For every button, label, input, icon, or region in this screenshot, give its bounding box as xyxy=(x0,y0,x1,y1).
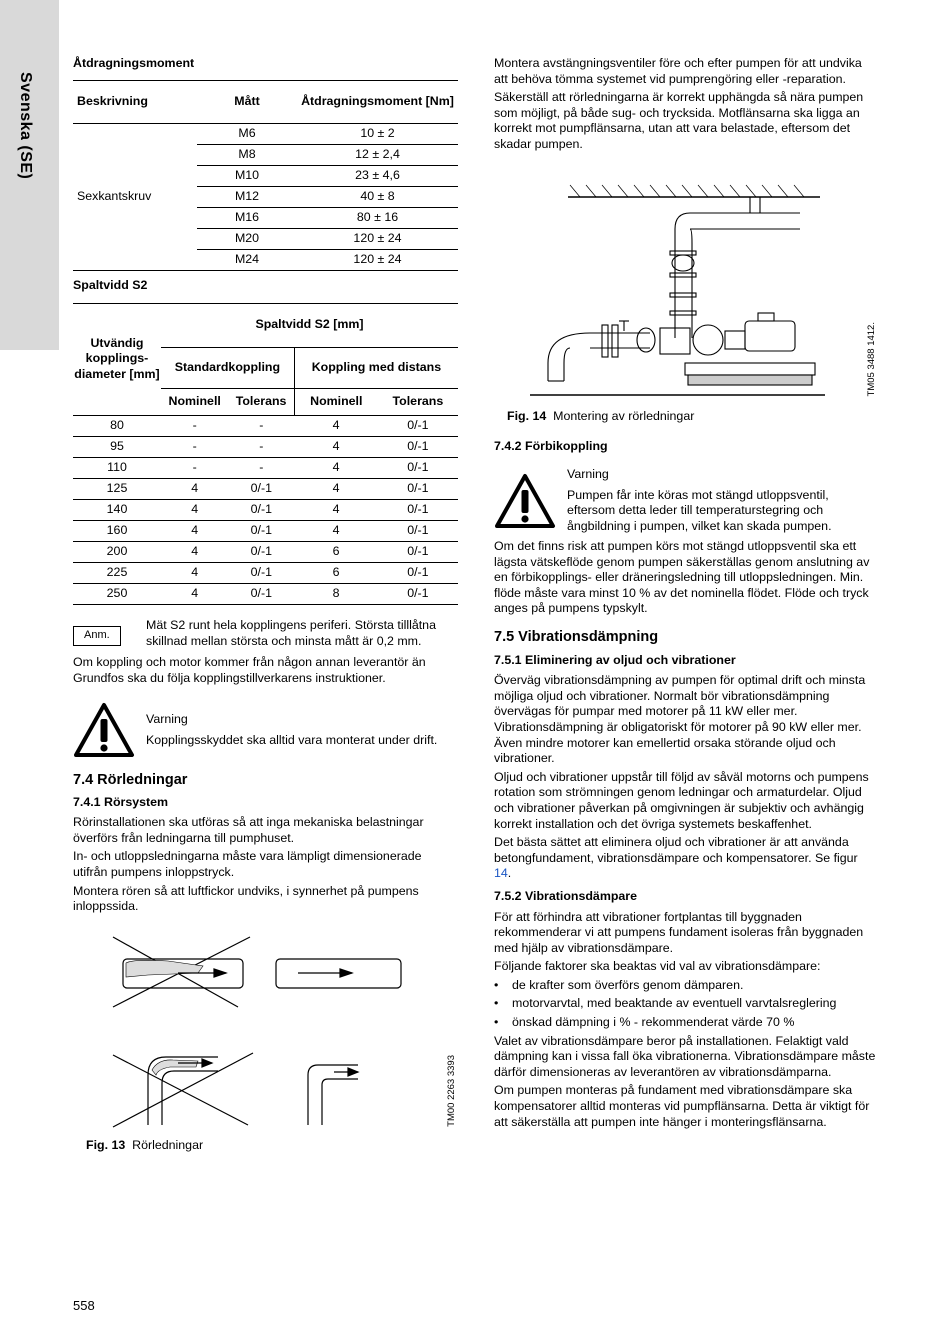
list-item: • motorvarvtal, med beaktande av eventuell varvtalsreglering xyxy=(494,996,878,1012)
warning-1 xyxy=(146,712,466,751)
gap-cell: 0/-1 xyxy=(228,499,294,520)
gap-header-tolerance-1: Tolerans xyxy=(228,388,294,415)
gap-cell: 0/-1 xyxy=(378,415,458,436)
para-7-5-1-b: Oljud och vibrationer uppstår till följd av såväl motorns och pumpens rotation som strömningen genom ledningar och armaturdelar. Oljud och vibrationer påverkan på omgivningen är subjektiv och avhängig korrekt installation och det övriga systemets beskaffenhet. xyxy=(494,769,869,831)
torque-header-size: Mått xyxy=(197,80,297,123)
gap-cell: - xyxy=(161,457,228,478)
note-label: Anm. xyxy=(73,626,121,646)
torque-section xyxy=(73,56,458,271)
section-7-4 xyxy=(73,773,458,918)
gap-cell: 0/-1 xyxy=(378,457,458,478)
gap-cell: 4 xyxy=(294,499,377,520)
warning-2-title: Varning xyxy=(567,467,609,481)
gap-cell: 4 xyxy=(294,457,377,478)
para-7-4-1-c: Montera rören så att luftfickor undviks, i synnerhet på pumpens inloppssida. xyxy=(73,883,419,914)
fig13-label: Fig. 13 xyxy=(86,1138,126,1152)
figure-14-link[interactable]: 14 xyxy=(494,866,508,881)
gap-cell: 0/-1 xyxy=(378,541,458,562)
gap-heading: Spaltvidd S2 xyxy=(73,278,148,292)
gap-cell: 200 xyxy=(73,541,161,562)
warning-2 xyxy=(567,467,879,537)
section-7-4-2-body xyxy=(494,539,878,620)
right-intro xyxy=(494,56,878,156)
section-7-4-2-heading: 7.4.2 Förbikoppling xyxy=(494,439,608,453)
gap-cell: 4 xyxy=(161,499,228,520)
para-7-5-2-a: För att förhindra att vibrationer fortplantas till byggnaden rekommenderar vi att pumpens fundament isoleras från byggnaden med hjälp av vibrationsdämpare. xyxy=(494,909,864,955)
gap-cell: 4 xyxy=(294,415,377,436)
para-7-4-2: Om det finns risk att pumpen körs mot stängd utloppsventil ska ett lägsta vätskeflöde genom pumpen säkerställas genom anslutning av en förbikopplings- eller dräneringsledning till utloppsledningen. Min. flöde måste vara minst 10 % av det nominella flödet. Flöde och tryck anges på pumpens typskylt. xyxy=(494,539,870,616)
gap-header-diameter: Utvändig kopplings-diameter [mm] xyxy=(73,303,161,415)
para-7-5-2-b: Följande faktorer ska beaktas vid val av vibrationsdämpare: xyxy=(494,959,821,974)
warning-icon xyxy=(73,702,135,758)
section-7-5-1-heading: 7.5.1 Eliminering av oljud och vibrationer xyxy=(494,652,736,667)
para-7-5-1-c-end: . xyxy=(507,866,512,881)
torque-size: M6 xyxy=(197,123,297,144)
gap-header-spacer: Koppling med distans xyxy=(294,347,458,388)
gap-cell: - xyxy=(228,457,294,478)
torque-value: 120 ± 24 xyxy=(297,249,458,270)
supplier-paragraph: Om koppling och motor kommer från någon annan leverantör än Grundfos ska du följa kopplingstillverkarens instruktioner. xyxy=(73,655,426,685)
fig13-pipes-illustration xyxy=(108,935,408,1135)
gap-cell: 80 xyxy=(73,415,161,436)
warning-icon xyxy=(494,473,556,529)
torque-size: M10 xyxy=(197,165,297,186)
gap-cell: 6 xyxy=(294,541,377,562)
table-row xyxy=(73,436,458,457)
gap-cell: - xyxy=(161,415,228,436)
para-7-5-1-c-text: Det bästa sättet att eliminera oljud och vibrationer är att använda betongfundament, vibrationsdämpare och kompensatorer. Se figur xyxy=(494,835,858,865)
gap-cell: 4 xyxy=(294,520,377,541)
table-row xyxy=(73,415,458,436)
gap-cell: 0/-1 xyxy=(228,520,294,541)
torque-header-torque: Åtdragningsmoment [Nm] xyxy=(297,80,458,123)
gap-cell: 4 xyxy=(294,436,377,457)
gap-cell: 0/-1 xyxy=(378,583,458,604)
table-row xyxy=(73,478,458,499)
right-para-2: Säkerställ att rörledningarna är korrekt upphängda så nära pumpen som möjligt, på både sug- och trycksida. Motflänsarna ska ligga an korrekt mot pumpflänsarna, utan att vara belastade, eftersom det skadar pumpen. xyxy=(494,90,864,151)
torque-size: M12 xyxy=(197,186,297,207)
fig14-code: TM05 3488 1412. xyxy=(866,322,877,397)
gap-cell: - xyxy=(161,436,228,457)
gap-cell: 0/-1 xyxy=(228,583,294,604)
torque-table xyxy=(73,80,458,271)
torque-value: 12 ± 2,4 xyxy=(297,144,458,165)
gap-cell: 125 xyxy=(73,478,161,499)
torque-value: 120 ± 24 xyxy=(297,228,458,249)
note-block xyxy=(73,618,458,689)
section-7-4-1-heading: 7.4.1 Rörsystem xyxy=(73,794,169,809)
torque-size: M24 xyxy=(197,249,297,270)
gap-section xyxy=(73,278,458,605)
language-side-tab xyxy=(0,0,59,350)
table-row xyxy=(73,520,458,541)
torque-size: M16 xyxy=(197,207,297,228)
gap-cell: 4 xyxy=(161,478,228,499)
factor-list xyxy=(494,978,878,1031)
torque-group-label: Sexkantskruv xyxy=(73,123,197,270)
gap-header-group: Spaltvidd S2 [mm] xyxy=(161,303,458,347)
table-row xyxy=(73,123,458,144)
table-row xyxy=(73,583,458,604)
torque-value: 10 ± 2 xyxy=(297,123,458,144)
para-7-5-2-d: Om pumpen monteras på fundament med vibrationsdämpare ska kompensatorer alltid monteras vid pumpflänsarna. Detta är viktigt för att säkerställa att pumpen inte hänger i monteringsflänsarna. xyxy=(494,1083,870,1129)
fig13-code: TM00 2263 3393 xyxy=(446,1055,457,1127)
para-7-4-1-a: Rörinstallationen ska utföras så att inga mekaniska belastningar överförs från ledningarna till pumphuset. xyxy=(73,815,424,845)
gap-cell: 110 xyxy=(73,457,161,478)
warning-2-text: Pumpen får inte köras mot stängd utloppsventil, eftersom detta leder till temperaturstegring och ångbildning i pumpen, vilket kan skada pumpen. xyxy=(567,487,832,533)
fig13-caption: Rörledningar xyxy=(132,1138,204,1152)
list-item: • de krafter som överförs genom dämparen. xyxy=(494,978,878,994)
gap-cell: 0/-1 xyxy=(378,499,458,520)
para-7-4-1-b: In- och utloppsledningarna måste vara lämpligt dimensionerade utifrån pumpens inloppstryck. xyxy=(73,849,422,879)
warning-1-title: Varning xyxy=(146,712,188,726)
gap-cell: 0/-1 xyxy=(378,520,458,541)
warning-1-text: Kopplingsskyddet ska alltid vara monterat under drift. xyxy=(146,732,438,747)
fig14-caption: Montering av rörledningar xyxy=(553,409,695,423)
table-row xyxy=(73,499,458,520)
gap-cell: 140 xyxy=(73,499,161,520)
torque-heading: Åtdragningsmoment xyxy=(73,56,195,70)
gap-cell: 4 xyxy=(161,562,228,583)
gap-cell: 0/-1 xyxy=(228,541,294,562)
gap-cell: - xyxy=(228,415,294,436)
table-row xyxy=(73,541,458,562)
section-7-5-heading: 7.5 Vibrationsdämpning xyxy=(494,629,659,645)
gap-cell: 0/-1 xyxy=(228,562,294,583)
page-number: 558 xyxy=(73,1298,95,1313)
gap-cell: 8 xyxy=(294,583,377,604)
right-para-1: Montera avstängningsventiler före och efter pumpen för att undvika att behöva tömma systemet vid pumprengöring eller -reparation. xyxy=(494,56,862,86)
para-7-5-2-c: Valet av vibrationsdämpare beror på installationen. Felaktigt vald dämpning kan i vissa fall öka vibrationerna. Vibrationsdämpare måste därför dimensioneras av leverantören av vibrationsdämparna. xyxy=(494,1033,876,1079)
torque-value: 40 ± 8 xyxy=(297,186,458,207)
section-7-5-2-heading: 7.5.2 Vibrationsdämpare xyxy=(494,888,638,903)
gap-header-tolerance-2: Tolerans xyxy=(378,388,458,415)
gap-cell: 4 xyxy=(294,478,377,499)
language-label: Svenska (SE) xyxy=(17,72,34,180)
gap-cell: 250 xyxy=(73,583,161,604)
note-text: Mät S2 runt hela kopplingens periferi. Största tilllåtna skillnad mellan största och minsta mått är 0,2 mm. xyxy=(146,618,436,648)
gap-header-nominal-2: Nominell xyxy=(294,388,377,415)
section-7-5 xyxy=(494,630,878,1133)
gap-cell: 95 xyxy=(73,436,161,457)
gap-cell: 225 xyxy=(73,562,161,583)
torque-header-description: Beskrivning xyxy=(73,80,197,123)
torque-size: M8 xyxy=(197,144,297,165)
gap-cell: 160 xyxy=(73,520,161,541)
torque-value: 23 ± 4,6 xyxy=(297,165,458,186)
gap-cell: 0/-1 xyxy=(378,436,458,457)
gap-cell: 6 xyxy=(294,562,377,583)
gap-cell: 0/-1 xyxy=(378,478,458,499)
fig14-pump-installation-illustration xyxy=(530,183,830,403)
gap-cell: 0/-1 xyxy=(228,478,294,499)
torque-value: 80 ± 16 xyxy=(297,207,458,228)
fig13-caption-block xyxy=(86,1138,203,1154)
gap-table xyxy=(73,303,458,605)
para-7-5-1-c xyxy=(494,835,878,882)
gap-cell: 0/-1 xyxy=(378,562,458,583)
list-item: • önskad dämpning i % - rekommenderat värde 70 % xyxy=(494,1015,878,1031)
table-row xyxy=(73,562,458,583)
gap-cell: - xyxy=(228,436,294,457)
table-row xyxy=(73,457,458,478)
gap-cell: 4 xyxy=(161,541,228,562)
section-7-4-heading: 7.4 Rörledningar xyxy=(73,772,188,788)
fig14-caption-block xyxy=(507,409,694,425)
gap-cell: 4 xyxy=(161,583,228,604)
para-7-5-1-a: Överväg vibrationsdämpning av pumpen för optimal drift och minsta möjliga oljud och vibrationer. Normalt bör vibrationsdämpning övervägas för pumpar med motorer på 11 kW eller mer. Vibrationsdämpning är obligatoriskt för motorer på 90 kW eller mer. Även mindre motorer kan emellertid orsaka störande oljud och vibrationer. xyxy=(494,673,866,766)
gap-cell: 4 xyxy=(161,520,228,541)
torque-size: M20 xyxy=(197,228,297,249)
gap-header-nominal-1: Nominell xyxy=(161,388,228,415)
fig14-label: Fig. 14 xyxy=(507,409,547,423)
gap-header-standard: Standardkoppling xyxy=(161,347,294,388)
